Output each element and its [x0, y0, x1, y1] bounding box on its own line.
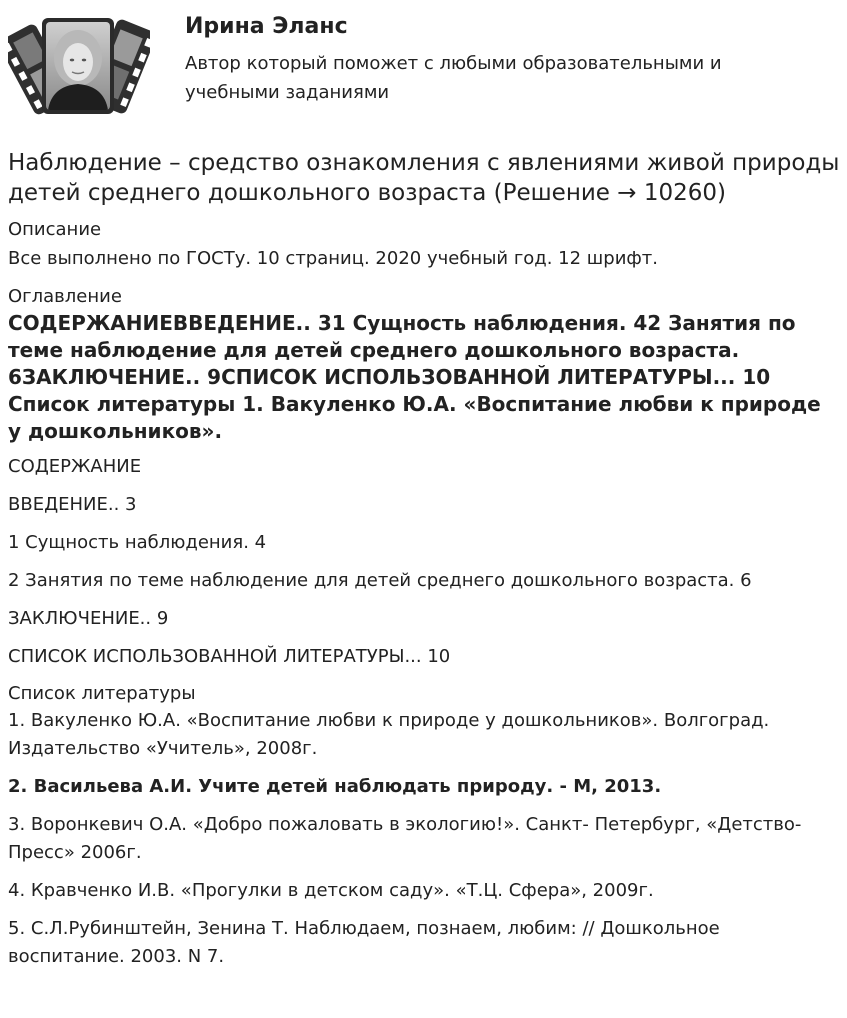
toc-line: ВВЕДЕНИЕ.. 3	[8, 494, 137, 515]
toc-line: 2 Занятия по теме наблюдение для детей среднего дошкольного возраста. 6	[8, 570, 752, 591]
description-label: Описание	[8, 219, 102, 240]
toc-summary: СОДЕРЖАНИЕВВЕДЕНИЕ.. 31 Сущность наблюдения. 42 Занятия по теме наблюдение для детей среднего дошкольного возраста. 6ЗАКЛЮЧЕНИЕ.. 9СПИСОК ИСПОЛЬЗОВАННОЙ ЛИТЕРАТУРЫ... 10 Список литературы 1. Вакуленко Ю.А. «Воспитание любви к природе у дошкольников».	[8, 311, 821, 443]
page-title: Наблюдение – средство ознакомления с явлениями живой природы детей среднего дошкольного возраста (Решение → 10260)	[8, 150, 840, 206]
document-content	[8, 148, 840, 971]
toc-line: 1 Сущность наблюдения. 4	[8, 532, 267, 553]
literature-item: 2. Васильева А.И. Учите детей наблюдать природу. - М, 2013.	[8, 776, 662, 797]
description-text: Все выполнено по ГОСТу. 10 страниц. 2020 учебный год. 12 шрифт.	[8, 248, 658, 269]
toc-line: СОДЕРЖАНИЕ	[8, 456, 142, 477]
literature-list	[8, 707, 840, 971]
toc-label: Оглавление	[8, 286, 122, 307]
film-strip-photo-icon	[8, 8, 150, 126]
toc-line: СПИСОК ИСПОЛЬЗОВАННОЙ ЛИТЕРАТУРЫ... 10	[8, 646, 451, 667]
literature-item: 3. Воронкевич О.А. «Добро пожаловать в экологию!». Санкт- Петербург, «Детство- Пресс» 2006г.	[8, 814, 802, 863]
author-description: Автор который поможет с любыми образовательными и учебными заданиями	[185, 53, 722, 103]
author-name[interactable]: Ирина Эланс	[185, 14, 348, 39]
literature-item: 1. Вакуленко Ю.А. «Воспитание любви к природе у дошкольников». Волгоград. Издательство «Учитель», 2008г.	[8, 710, 770, 759]
literature-item: 4. Кравченко И.В. «Прогулки в детском саду». «Т.Ц. Сфера», 2009г.	[8, 880, 654, 901]
literature-item: 5. С.Л.Рубинштейн, Зенина Т. Наблюдаем, познаем, любим: // Дошкольное воспитание. 2003. N 7.	[8, 918, 720, 967]
toc-list	[8, 453, 840, 671]
author-avatar[interactable]	[8, 8, 150, 126]
author-card	[8, 8, 838, 126]
literature-label: Список литературы	[8, 683, 196, 704]
toc-line: ЗАКЛЮЧЕНИЕ.. 9	[8, 608, 169, 629]
